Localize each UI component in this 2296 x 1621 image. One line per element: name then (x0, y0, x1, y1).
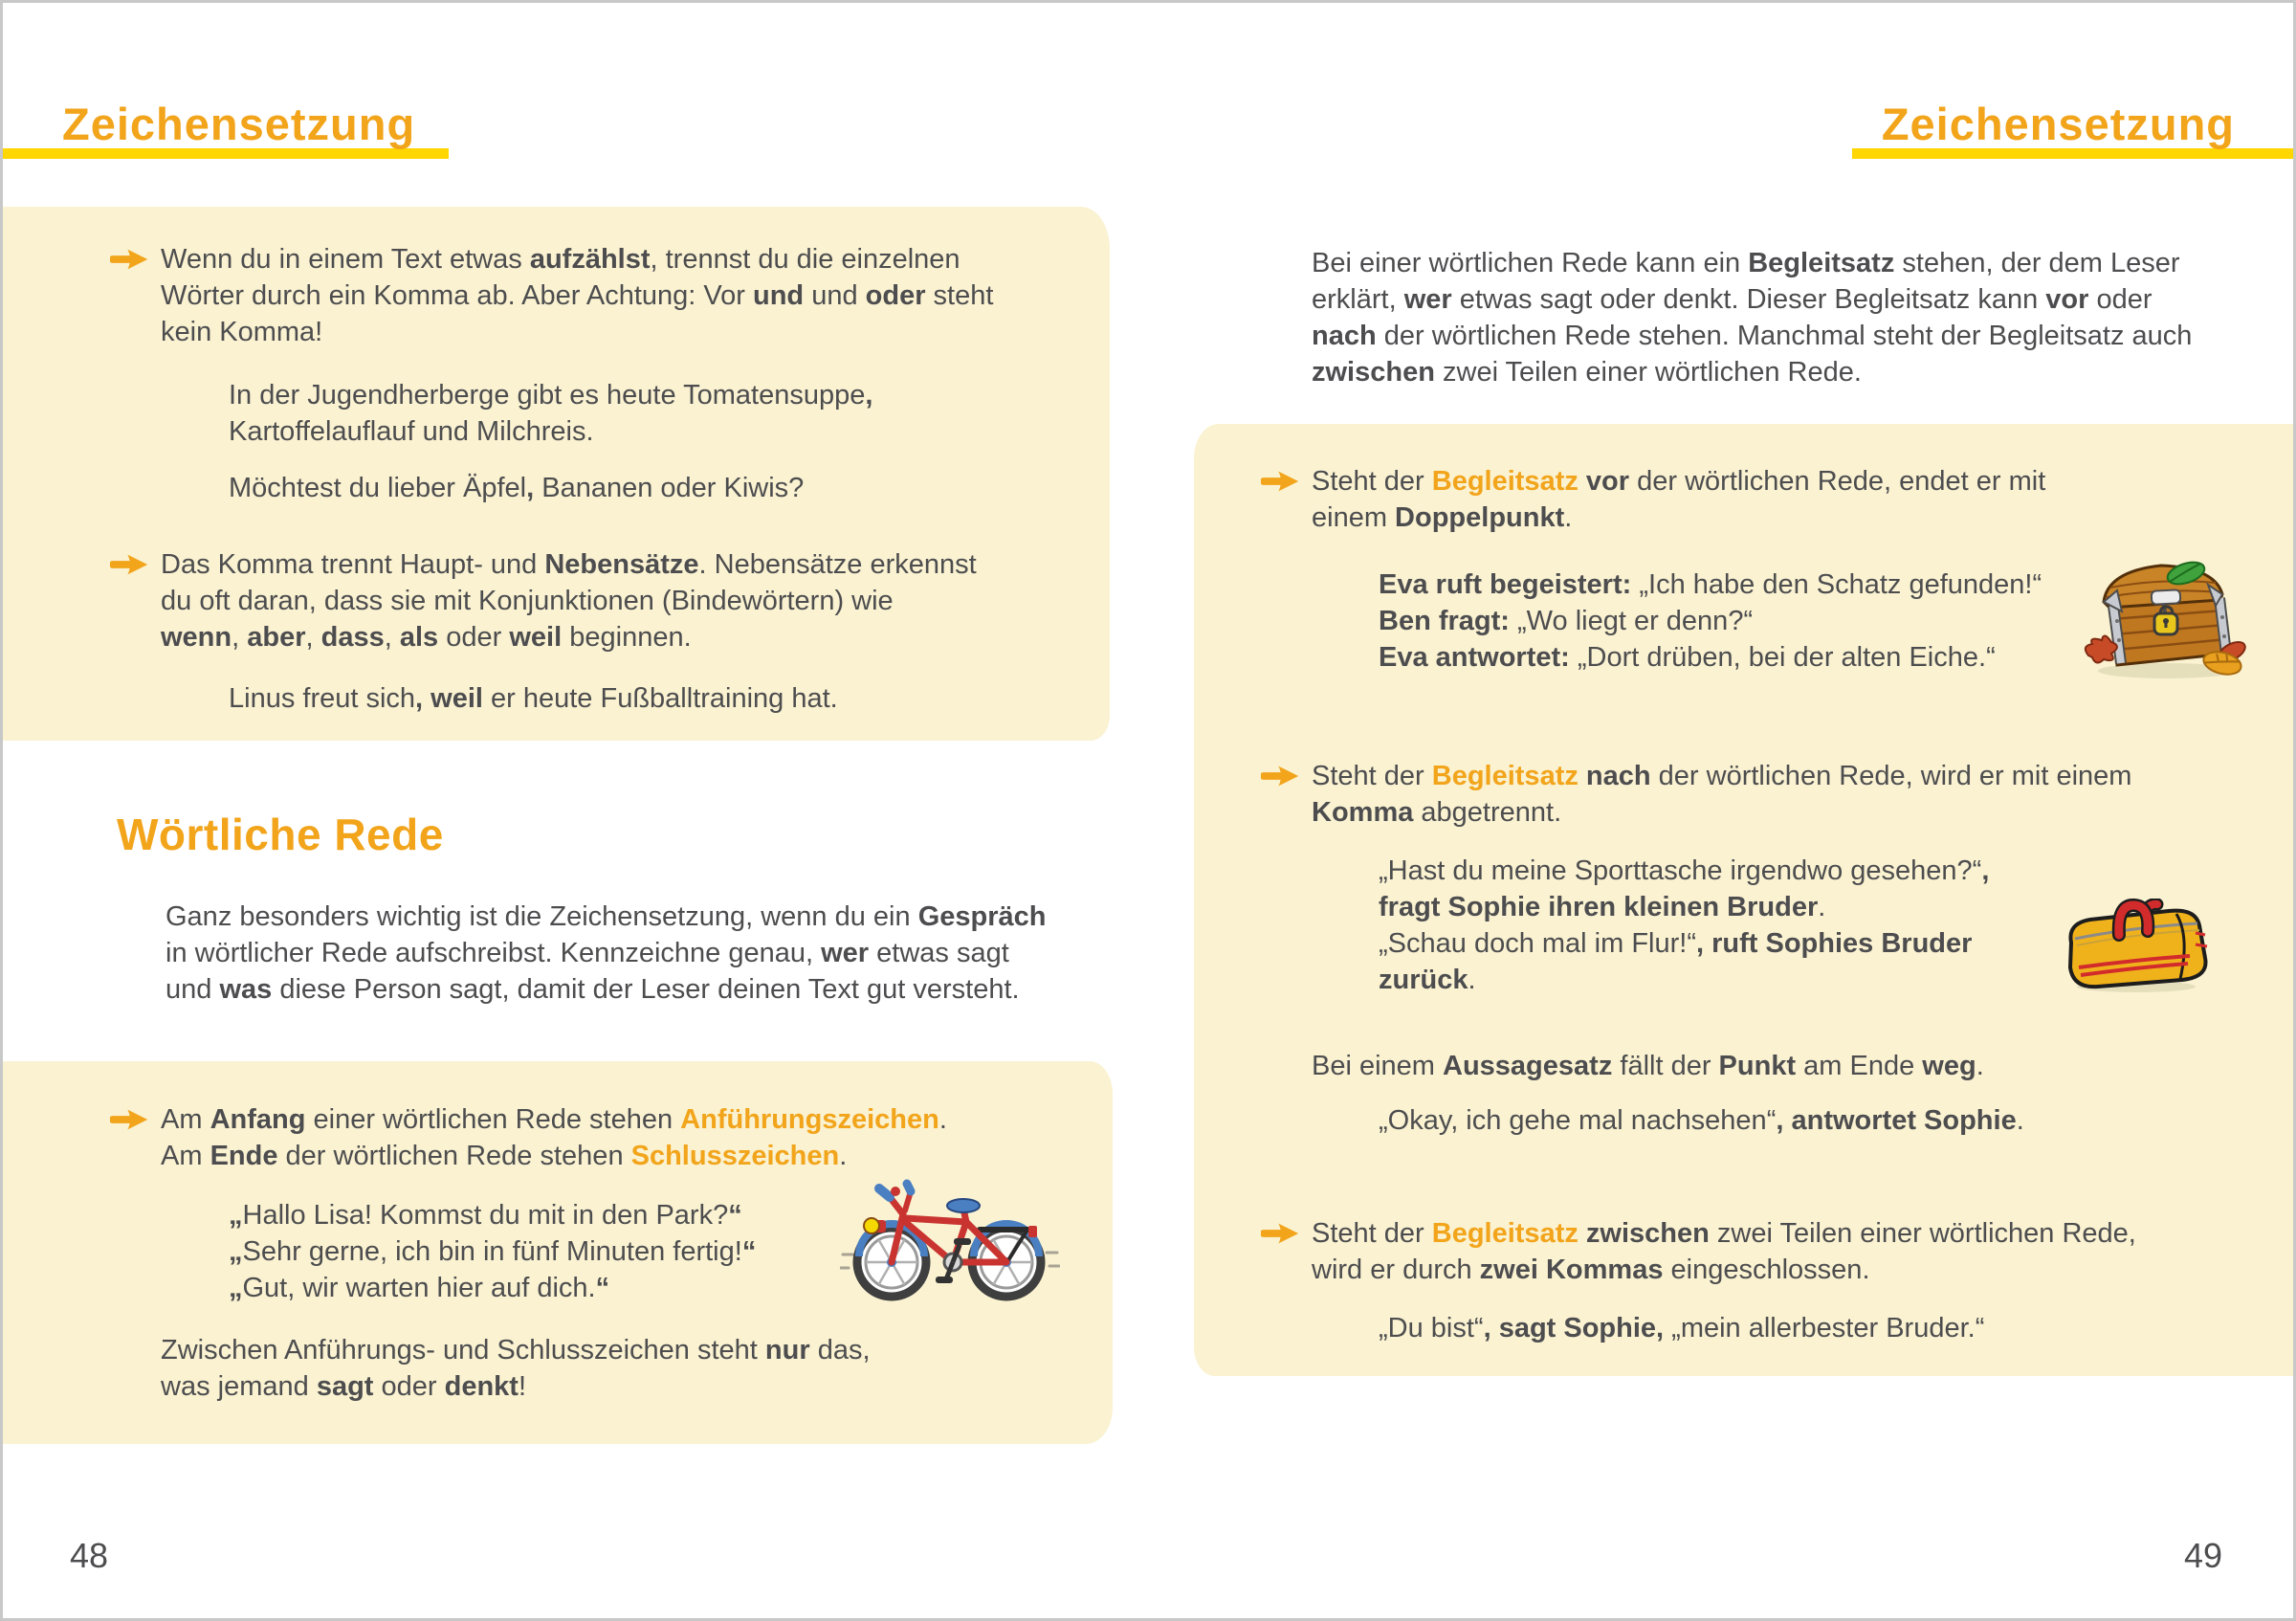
arrow-bullet-icon (1261, 1215, 1312, 1246)
text-line: Bei einer wörtlichen Rede kann ein Begleitsatz stehen, der dem Leser (1312, 248, 2180, 278)
page-number-right: 49 (2183, 1536, 2222, 1575)
text-line: In der Jugendherberge gibt es heute Tomatensuppe, (229, 380, 873, 411)
block-text (161, 1332, 1113, 1405)
intro-paragraph-left (166, 899, 1046, 1008)
text-line: Am Anfang einer wörtlichen Rede stehen Anführungszeichen. (161, 1104, 947, 1135)
page-title-left: Zeichensetzung (62, 99, 416, 149)
block-text (161, 1101, 947, 1174)
arrow-bullet-icon (110, 1101, 161, 1132)
page-title-right: Zeichensetzung (1881, 99, 2235, 149)
text-line: Wörter durch ein Komma ab. Aber Achtung: Vor und und oder steht (161, 280, 994, 311)
arrow-bullet-icon (1261, 758, 1312, 788)
bullet-item (1261, 758, 2293, 831)
block-text (1312, 463, 2045, 536)
note-block (161, 1332, 1113, 1405)
example-block (1379, 1310, 2293, 1346)
text-line: und was diese Person sagt, damit der Leser deinen Text gut versteht. (166, 974, 1020, 1005)
text-line: „Gut, wir warten hier auf dich.“ (229, 1273, 610, 1303)
text-line: Komma abgetrennt. (1312, 797, 1562, 828)
block-text (1379, 1310, 2293, 1346)
block-text (1312, 1215, 2136, 1288)
block-text (1379, 1102, 2293, 1139)
bicycle-illustration (840, 1172, 1060, 1306)
intro-paragraph-right (1312, 245, 2192, 390)
block-text (229, 377, 1110, 450)
text-line: Eva antwortet: „Dort drüben, bei der alten Eiche.“ (1379, 642, 1996, 673)
text-line: Steht der Begleitsatz nach der wörtlichen Rede, wird er mit einem (1312, 761, 2132, 791)
text-line: fragt Sophie ihren kleinen Bruder. (1379, 892, 1826, 922)
text-line: „Schau doch mal im Flur!“, ruft Sophies Bruder (1379, 928, 1973, 959)
text-line: „Okay, ich gehe mal nachsehen“, antwortet Sophie. (1379, 1105, 2024, 1136)
block-text (229, 680, 1110, 717)
text-line: Steht der Begleitsatz zwischen zwei Teilen einer wörtlichen Rede, (1312, 1218, 2136, 1249)
example-block (229, 377, 1110, 450)
text-line: Linus freut sich, weil er heute Fußballtraining hat. (229, 683, 838, 714)
block-text (161, 546, 977, 655)
text-line: Ben fragt: „Wo liegt er denn?“ (1379, 606, 1754, 636)
text-line: in wörtlicher Rede aufschreibst. Kennzeichne genau, wer etwas sagt (166, 938, 1009, 968)
block-text (1312, 758, 2131, 831)
block-text (161, 241, 993, 350)
text-line: kein Komma! (161, 317, 323, 347)
text-line: du oft daran, dass sie mit Konjunktionen (Bindewörtern) wie (161, 586, 894, 616)
text-line: „Du bist“, sagt Sophie, „mein allerbester Bruder.“ (1379, 1313, 1985, 1343)
text-line: Bei einem Aussagesatz fällt der Punkt am Ende weg. (1312, 1051, 1984, 1081)
text-line: Eva ruft begeistert: „Ich habe den Schatz gefunden!“ (1379, 569, 2042, 600)
text-line: erklärt, wer etwas sagt oder denkt. Dieser Begleitsatz kann vor oder (1312, 284, 2152, 315)
text-line: Möchtest du lieber Äpfel, Bananen oder Kiwis? (229, 473, 805, 503)
bullet-item (1261, 1215, 2293, 1288)
sports-bag-illustration (2056, 899, 2217, 994)
text-line: „Sehr gerne, ich bin in fünf Minuten fertig!“ (229, 1236, 757, 1267)
text-line: „Hallo Lisa! Kommst du mit in den Park?“ (229, 1200, 742, 1231)
text-line: Ganz besonders wichtig ist die Zeichensetzung, wenn du ein Gespräch (166, 901, 1047, 932)
text-line: wird er durch zwei Kommas eingeschlossen. (1312, 1255, 1870, 1285)
arrow-bullet-icon (1261, 463, 1312, 494)
bullet-item (110, 241, 1110, 350)
text-line: Am Ende der wörtlichen Rede stehen Schlusszeichen. (161, 1141, 848, 1171)
block-text (1312, 1048, 2293, 1084)
example-block (229, 680, 1110, 717)
block-text (229, 470, 1110, 506)
text-line: wenn, aber, dass, als oder weil beginnen. (161, 622, 692, 653)
text-line: zwischen zwei Teilen einer wörtlichen Rede. (1312, 357, 1862, 388)
section-heading: Wörtliche Rede (117, 810, 444, 859)
arrow-bullet-icon (110, 241, 161, 272)
bullet-item (1261, 463, 2293, 536)
bullet-item (110, 1101, 1113, 1174)
text-line: einem Doppelpunkt. (1312, 502, 1573, 533)
arrow-bullet-icon (110, 546, 161, 577)
page-number-left: 48 (70, 1536, 109, 1575)
example-block (1379, 1102, 2293, 1139)
text-line: „Hast du meine Sporttasche irgendwo gesehen?“, (1379, 855, 1990, 886)
text-line: Zwischen Anführungs- und Schlusszeichen steht nur das, (161, 1335, 871, 1366)
text-line: nach der wörtlichen Rede stehen. Manchmal steht der Begleitsatz auch (1312, 321, 2193, 351)
text-line: zurück. (1379, 965, 1476, 995)
treasure-chest-illustration (2079, 554, 2249, 680)
text-line: Das Komma trennt Haupt- und Nebensätze. Nebensätze erkennst (161, 549, 977, 580)
bullet-item (110, 546, 1110, 655)
text-line: Kartoffelauflauf und Milchreis. (229, 416, 594, 447)
text-line: Wenn du in einem Text etwas aufzählst, trennst du die einzelnen (161, 244, 960, 275)
example-block (229, 470, 1110, 506)
note-block (1312, 1048, 2293, 1084)
text-line: Steht der Begleitsatz vor der wörtlichen Rede, endet er mit (1312, 466, 2046, 497)
text-line: was jemand sagt oder denkt! (161, 1371, 527, 1402)
info-box-comma-rules (3, 207, 1110, 741)
